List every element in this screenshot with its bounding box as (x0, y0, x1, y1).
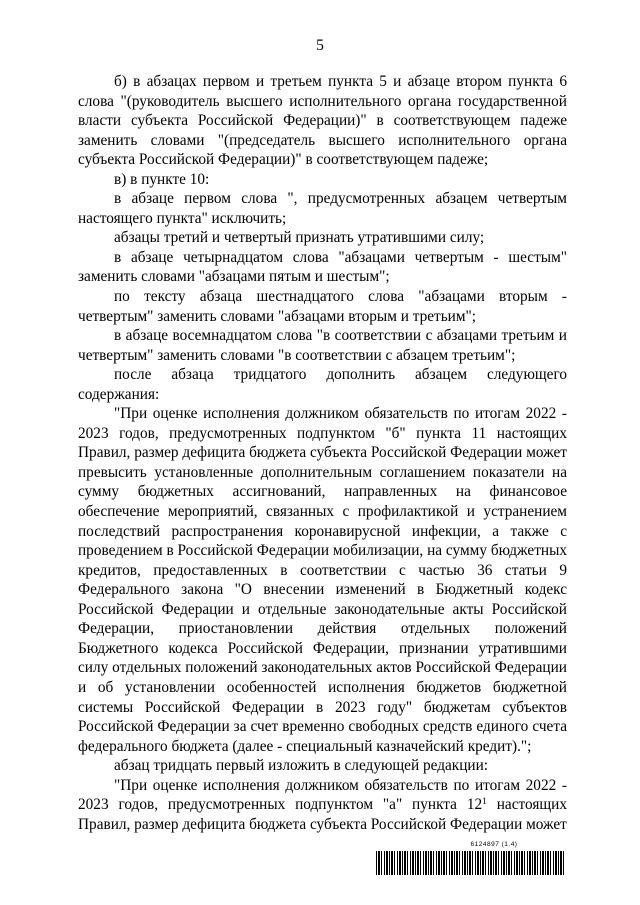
paragraph-text-after: настоящих Правил, размер дефицита бюджета субъекта Российской Федерации может (78, 796, 567, 833)
paragraph: абзац тридцать первый изложить в следующей редакции: (114, 757, 489, 775)
paragraph: в абзаце первом слова ", предусмотренных абзацем четвертым настоящего пункта" исключить; (78, 190, 567, 227)
paragraph: по тексту абзаца шестнадцатого слова "абзацами вторым - четвертым" заменить словами "абзацами вторым и третьим"; (78, 288, 567, 325)
quoted-paragraph-continued (78, 776, 567, 835)
paragraph: в абзаце четырнадцатом слова "абзацами четвертым - шестым" заменить словами "абзацами пятым и шестым"; (78, 248, 567, 286)
barcode (376, 851, 566, 875)
barcode-number: 6124897 (1.4) (470, 841, 518, 848)
document-body (78, 72, 567, 834)
paragraph-text-before: "При оценке исполнения должником обязательств по итогам 2022 - 2023 годов, предусмотренных подпунктом "а" пункта 12 (78, 776, 567, 814)
quoted-paragraph: "При оценке исполнения должником обязательств по итогам 2022 - 2023 годов, предусмотренных подпунктом "б" пункта 11 настоящих Правил, размер дефицита бюджета субъекта Российской Федерации может превысить установленные дополнительным соглашением показатели на сумму бюджетных ассигнований, направленных на финансовое обеспечение мероприятий, связанных с профилактикой и устранением последствий распространения коронавирусной инфекции, а также с проведением в Российской Федерации мобилизации, на сумму бюджетных кредитов, предоставленных в соответствии с частью 36 статьи 9 Федерального закона "О внесении изменений в Бюджетный кодекс Российской Федерации и отдельные законодательные акты Российской Федерации, приостановлении действия отдельных положений Бюджетного кодекса Российской Федерации, признании утратившими силу отдельных положений законодательных актов Российской Федерации и об установлении особенностей исполнения бюджетов бюджетной системы Российской Федерации в 2023 году" бюджетам субъектов Российской Федерации за счет временно свободных средств единого счета федерального бюджета (далее - специальный казначейский кредит)."; (78, 405, 567, 755)
paragraph: абзацы третий и четвертый признать утратившими силу; (114, 229, 485, 247)
superscript: 1 (482, 797, 487, 808)
page-number: 5 (316, 37, 324, 54)
paragraph: в) в пункте 10: (114, 170, 210, 188)
paragraph: после абзаца тридцатого дополнить абзацем следующего содержания: (78, 366, 567, 403)
paragraph: в абзаце восемнадцатом слова "в соответствии с абзацами третьим и четвертым" заменить словами "в соответствии с абзацем третьим"; (78, 327, 567, 364)
paragraph: б) в абзацах первом и третьем пункта 5 и абзаце втором пункта 6 слова "(руководитель высшего исполнительного органа государственной власти субъекта Российской Федерации)" в соответствующем падеже заменить словами "(председатель высшего исполнительного органа субъекта Российской Федерации)" в соответствующем падеже; (78, 73, 567, 169)
